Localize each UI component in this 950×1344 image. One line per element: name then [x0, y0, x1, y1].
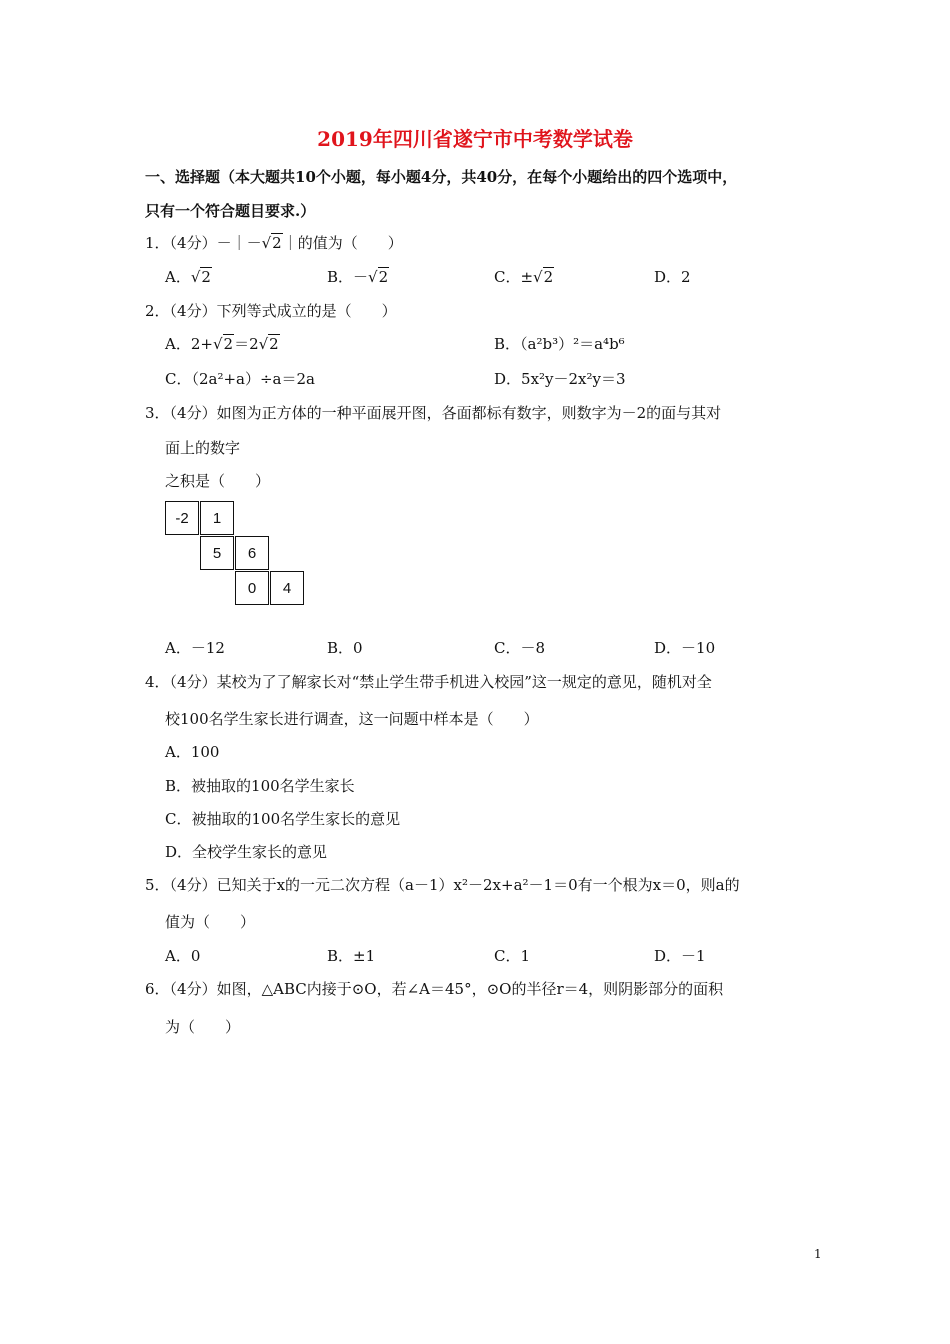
q4-option-d: D．全校学生家长的意见 — [165, 843, 328, 861]
page-title: 2019年四川省遂宁市中考数学试卷 — [317, 127, 633, 151]
q5-option-d: D．－1 — [654, 947, 706, 965]
net-cell: 6 — [235, 536, 269, 570]
question-6-line1: 6．（4分）如图，△ABC内接于⊙O，若∠A＝45°，⊙O的半径r＝4，则阴影部分的面积 — [145, 980, 724, 998]
q3-option-a: A．－12 — [165, 639, 225, 657]
net-cell: 0 — [235, 571, 269, 605]
sqrt-symbol: √2 — [533, 268, 554, 286]
q1-option-d: D．2 — [654, 268, 691, 286]
q1-suffix: ｜的值为（ ） — [282, 234, 403, 252]
q5-option-b: B．±1 — [327, 947, 376, 965]
sqrt-symbol: √2 — [258, 335, 279, 353]
question-3-line3: 之积是（ ） — [165, 472, 271, 490]
question-4-line2: 校100名学生家长进行调查，这一问题中样本是（ ） — [165, 710, 539, 728]
sqrt-symbol: √2 — [368, 268, 389, 286]
q4-option-a: A．100 — [165, 743, 220, 761]
question-5-line1: 5．（4分）已知关于x的一元二次方程（a－1）x²－2x+a²－1＝0有一个根为x＝0，则a的 — [145, 876, 740, 894]
q4-option-c: C．被抽取的100名学生家长的意见 — [165, 810, 401, 828]
q1-prefix: 1．（4分）－｜－ — [145, 234, 262, 252]
q1-option-a: A．√2 — [165, 268, 211, 286]
q3-option-c: C．－8 — [494, 639, 546, 657]
q1-option-c: C．±√2 — [494, 268, 554, 286]
q2-option-a: A．2+√2＝2√2 — [165, 335, 279, 353]
q2-option-d: D．5x²y－2x²y＝3 — [494, 370, 626, 388]
section-heading-line1: 一、选择题（本大题共10个小题，每小题4分，共40分，在每个小题给出的四个选项中， — [145, 168, 738, 186]
q2-option-b: B．（a²b³）²＝a⁴b⁶ — [494, 335, 625, 353]
section-heading-line2: 只有一个符合题目要求.） — [145, 202, 316, 220]
question-6-line2: 为（ ） — [165, 1018, 241, 1036]
page-number: 1 — [814, 1247, 822, 1261]
q2-option-c: C．（2a²+a）÷a＝2a — [165, 370, 315, 388]
q3-option-b: B．0 — [327, 639, 363, 657]
sqrt-symbol: √2 — [261, 234, 282, 252]
question-1-stem — [145, 232, 403, 253]
q1-option-b: B．－√2 — [327, 268, 389, 286]
q4-option-b: B．被抽取的100名学生家长 — [165, 777, 355, 795]
q3-option-d: D．－10 — [654, 639, 716, 657]
net-cell: 5 — [200, 536, 234, 570]
question-2-stem: 2．（4分）下列等式成立的是（ ） — [145, 302, 397, 320]
q5-option-a: A．0 — [165, 947, 201, 965]
question-3-line2: 面上的数字 — [165, 439, 241, 457]
q5-option-c: C．1 — [494, 947, 531, 965]
sqrt-symbol: √2 — [212, 335, 234, 353]
sqrt-symbol: √2 — [190, 268, 211, 286]
question-3-line1: 3．（4分）如图为正方体的一种平面展开图，各面都标有数字，则数字为－2的面与其对 — [145, 404, 722, 422]
net-cell: 4 — [270, 571, 304, 605]
question-5-line2: 值为（ ） — [165, 913, 256, 931]
net-cell: -2 — [165, 501, 199, 535]
net-cell: 1 — [200, 501, 234, 535]
question-4-line1: 4．（4分）某校为了了解家长对“禁止学生带手机进入校园”这一规定的意见，随机对全 — [145, 673, 712, 691]
